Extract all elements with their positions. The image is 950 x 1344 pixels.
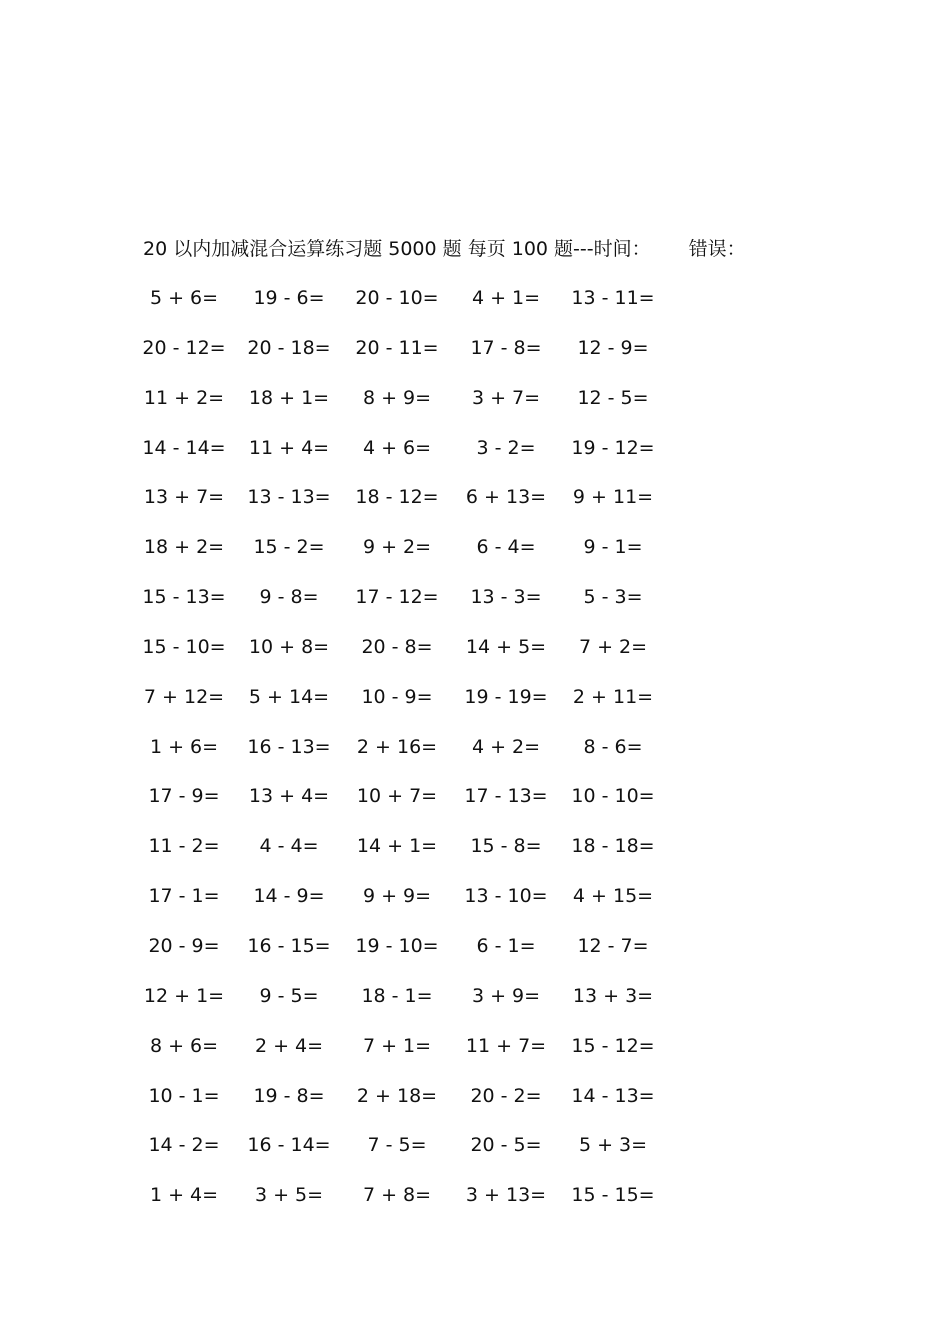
problem-item: 1 + 4=	[149, 1184, 219, 1207]
problem-row	[0, 1032, 950, 1082]
problem-item: 15 - 8=	[470, 835, 542, 858]
problem-row	[0, 1131, 950, 1181]
problem-item: 19 - 10=	[355, 934, 439, 957]
problem-item: 10 - 1=	[148, 1084, 220, 1107]
problem-item: 7 + 2=	[578, 635, 648, 658]
problem-item: 7 + 1=	[362, 1034, 432, 1057]
problem-item: 9 - 8=	[259, 586, 319, 609]
problem-row	[0, 434, 950, 484]
problem-item: 10 - 9=	[361, 685, 433, 708]
problem-item: 8 + 9=	[362, 386, 432, 409]
problem-row	[0, 633, 950, 683]
problem-item: 18 - 1=	[361, 984, 433, 1007]
problem-item: 3 + 5=	[254, 1184, 324, 1207]
problem-row	[0, 832, 950, 882]
problem-item: 3 - 2=	[476, 436, 536, 459]
problem-row	[0, 882, 950, 932]
problem-item: 14 - 2=	[148, 1134, 220, 1157]
problem-item: 5 - 3=	[583, 586, 643, 609]
problem-item: 4 + 1=	[471, 287, 541, 309]
problem-row	[0, 1082, 950, 1132]
problem-item: 12 - 9=	[577, 336, 649, 359]
problem-item: 17 - 1=	[148, 885, 220, 908]
problem-item: 13 + 7=	[143, 486, 225, 509]
problem-item: 9 + 11=	[572, 486, 654, 509]
problem-item: 2 + 4=	[254, 1034, 324, 1057]
problem-item: 20 - 8=	[361, 635, 433, 658]
problem-item: 18 + 2=	[143, 536, 225, 559]
problem-item: 13 + 4=	[248, 785, 330, 808]
problem-item: 18 - 12=	[355, 486, 439, 509]
problem-item: 19 - 12=	[571, 436, 655, 459]
problem-item: 11 + 4=	[248, 436, 330, 459]
problem-item: 7 - 5=	[367, 1134, 427, 1157]
problem-item: 2 + 18=	[356, 1084, 438, 1107]
problem-item: 11 + 7=	[465, 1034, 547, 1057]
problem-item: 17 - 9=	[148, 785, 220, 808]
problem-item: 20 - 10=	[355, 287, 439, 309]
problem-item: 13 - 10=	[464, 885, 548, 908]
problem-item: 4 + 2=	[471, 735, 541, 758]
problem-item: 14 + 5=	[465, 635, 547, 658]
problem-item: 20 - 12=	[142, 336, 226, 359]
problem-item: 13 - 3=	[470, 586, 542, 609]
problem-item: 2 + 11=	[572, 685, 654, 708]
problem-item: 5 + 6=	[149, 287, 219, 309]
problem-item: 20 - 5=	[470, 1134, 542, 1157]
problem-row	[0, 384, 950, 434]
problem-item: 4 + 15=	[572, 885, 654, 908]
problem-row	[0, 1181, 950, 1231]
problem-item: 6 - 4=	[476, 536, 536, 559]
problem-item: 19 - 19=	[464, 685, 548, 708]
problem-item: 15 - 2=	[253, 536, 325, 559]
problem-item: 16 - 13=	[247, 735, 331, 758]
problem-item: 15 - 10=	[142, 635, 226, 658]
problem-item: 15 - 13=	[142, 586, 226, 609]
problem-row	[0, 533, 950, 583]
problem-item: 3 + 7=	[471, 386, 541, 409]
problem-row	[0, 583, 950, 633]
problem-item: 20 - 11=	[355, 336, 439, 359]
problem-item: 18 + 1=	[248, 386, 330, 409]
problem-row	[0, 334, 950, 384]
problem-item: 20 - 9=	[148, 934, 220, 957]
problem-row	[0, 932, 950, 982]
error-label: 错误：	[688, 238, 746, 260]
problem-item: 13 - 11=	[571, 287, 655, 309]
problem-grid	[0, 284, 950, 1231]
problem-item: 9 + 9=	[362, 885, 432, 908]
problem-item: 20 - 18=	[247, 336, 331, 359]
problem-item: 9 - 5=	[259, 984, 319, 1007]
problem-item: 9 + 2=	[362, 536, 432, 559]
problem-item: 12 - 7=	[577, 934, 649, 957]
problem-item: 8 + 6=	[149, 1034, 219, 1057]
problem-item: 17 - 13=	[464, 785, 548, 808]
problem-item: 14 + 1=	[356, 835, 438, 858]
problem-item: 16 - 14=	[247, 1134, 331, 1157]
worksheet-title: 20 以内加减混合运算练习题 5000 题 每页 100 题---时间：	[143, 238, 651, 260]
problem-item: 13 + 3=	[572, 984, 654, 1007]
problem-item: 11 + 2=	[143, 386, 225, 409]
problem-item: 10 + 8=	[248, 635, 330, 658]
problem-row	[0, 782, 950, 832]
problem-item: 16 - 15=	[247, 934, 331, 957]
problem-item: 11 - 2=	[148, 835, 220, 858]
problem-item: 4 + 6=	[362, 436, 432, 459]
problem-item: 17 - 12=	[355, 586, 439, 609]
problem-item: 2 + 16=	[356, 735, 438, 758]
problem-item: 4 - 4=	[259, 835, 319, 858]
problem-item: 7 + 8=	[362, 1184, 432, 1207]
problem-row	[0, 683, 950, 733]
problem-item: 15 - 15=	[571, 1184, 655, 1207]
problem-item: 12 - 5=	[577, 386, 649, 409]
problem-item: 18 - 18=	[571, 835, 655, 858]
problem-item: 13 - 13=	[247, 486, 331, 509]
problem-item: 3 + 13=	[465, 1184, 547, 1207]
problem-row	[0, 733, 950, 783]
problem-item: 7 + 12=	[143, 685, 225, 708]
problem-item: 5 + 3=	[578, 1134, 648, 1157]
problem-item: 14 - 13=	[571, 1084, 655, 1107]
problem-item: 15 - 12=	[571, 1034, 655, 1057]
problem-item: 10 - 10=	[571, 785, 655, 808]
problem-item: 6 + 13=	[465, 486, 547, 509]
problem-item: 14 - 9=	[253, 885, 325, 908]
worksheet-header	[143, 235, 746, 263]
problem-item: 1 + 6=	[149, 735, 219, 758]
problem-row	[0, 284, 950, 334]
problem-item: 19 - 6=	[253, 287, 325, 309]
problem-item: 12 + 1=	[143, 984, 225, 1007]
problem-item: 17 - 8=	[470, 336, 542, 359]
problem-item: 19 - 8=	[253, 1084, 325, 1107]
problem-row	[0, 982, 950, 1032]
problem-item: 10 + 7=	[356, 785, 438, 808]
problem-row	[0, 483, 950, 533]
problem-item: 3 + 9=	[471, 984, 541, 1007]
problem-item: 14 - 14=	[142, 436, 226, 459]
problem-item: 6 - 1=	[476, 934, 536, 957]
problem-item: 5 + 14=	[248, 685, 330, 708]
problem-item: 20 - 2=	[470, 1084, 542, 1107]
problem-item: 8 - 6=	[583, 735, 643, 758]
problem-item: 9 - 1=	[583, 536, 643, 559]
